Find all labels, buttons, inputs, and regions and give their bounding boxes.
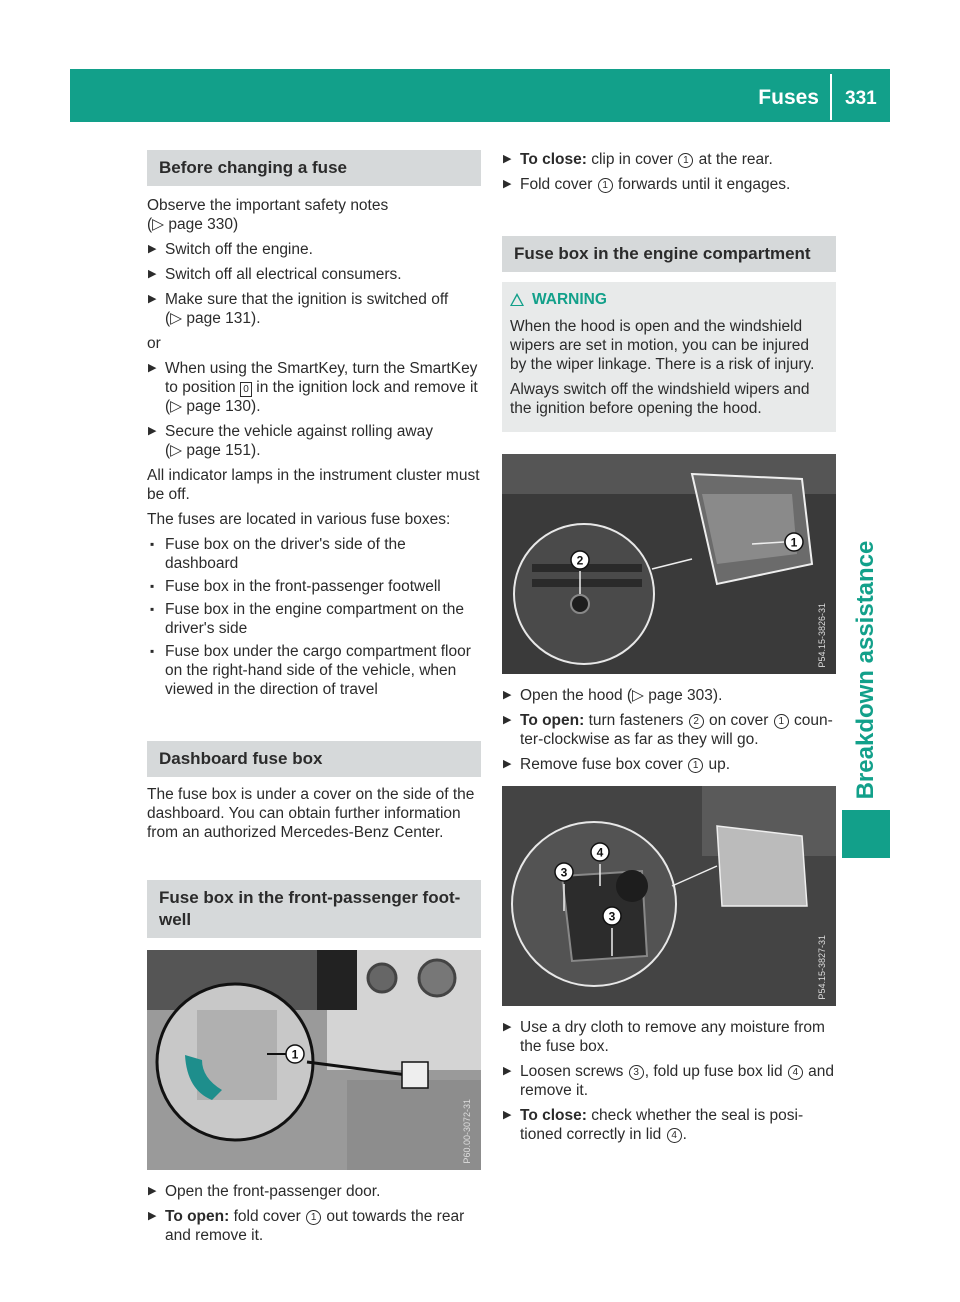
step-ignition-off [147,290,481,328]
chapter-tab-label: Breakdown assistance [852,540,879,800]
step-label: To open: [165,1208,230,1225]
step-text-end: and remove it. [520,1063,835,1099]
right-column [502,150,836,1150]
step-switch-off-engine: ▶ Switch off the engine. [147,240,481,259]
step-smartkey [147,359,481,416]
callout-1-icon: 1 [306,1210,321,1225]
step-to-open [147,1207,481,1245]
callout-4-icon: 4 [667,1128,682,1143]
warning-title-text: WARNING [532,291,607,308]
chapter-tab-block [842,810,890,858]
warning-triangle-icon [510,293,524,306]
or-text: or [147,335,161,352]
callout-2-icon: 2 [689,714,704,729]
warning-title [510,290,828,309]
step-text-cont: at the rear. [694,151,773,168]
section-heading-footwell: Fuse box in the front-passenger foot-well [147,880,481,938]
step-fold-cover [502,175,836,194]
step-remove-cover [502,755,836,774]
step-text: Remove fuse box cover [520,756,688,773]
step-text-cont: up. [704,756,730,773]
left-column [147,150,481,1251]
callout-3-label: 3 [608,909,616,924]
step-text-end: . [682,1126,687,1143]
step-text-end: coun-ter-clockwise as far as they will go. [520,712,833,748]
intro-line: Observe the important safety notes [147,197,389,214]
step-text: check whether the seal is posi-tioned correctly in lid [520,1107,804,1143]
step-open-door: ▶ Open the front-passenger door. [147,1182,481,1201]
photo-code: P54.15-3826-31 [817,603,827,668]
section-heading-engine: Fuse box in the engine compartment [502,236,836,272]
step-text-cont: , fold up fuse box lid [644,1063,787,1080]
photo-code: P60.00-3072-31 [462,1099,472,1164]
step-text: Loosen screws [520,1063,628,1080]
page-number: 331 [845,88,877,109]
photo-code: P54.15-3827-31 [817,935,827,1000]
fuse-locations-intro: The fuses are located in various fuse boxes: [147,511,451,528]
page-section-title: Fuses [758,86,819,109]
step-secure-vehicle [147,422,481,460]
callout-1-icon: 1 [598,178,613,193]
step-text: Fold cover [520,176,597,193]
step-to-close [502,150,836,169]
callout-1-icon: 1 [688,758,703,773]
callout-1-icon: 1 [774,714,789,729]
step-text-cont: out towards the rear and remove it. [165,1208,465,1244]
step-text: turn fasteners [584,712,688,729]
callout-3-icon: 3 [629,1065,644,1080]
callout-4-icon: 4 [788,1065,803,1080]
section-heading-before-changing: Before changing a fuse [147,150,481,186]
list-item: ▪ Fuse box in the engine compartment on the driver's side [147,600,481,638]
engine-illustration-2 [502,786,836,1006]
step-text: When using the SmartKey, turn the SmartKey to position [165,360,478,396]
indicator-lamps-text: All indicator lamps in the instrument cluster must be off. [147,467,480,503]
step-label: To open: [520,712,585,729]
step-text: clip in cover [586,151,678,168]
header-separator [830,74,832,120]
warning-box [502,282,836,432]
step-text-cont: forwards until it engages. [613,176,791,193]
engine-illustration-1 [502,454,836,674]
list-item: ▪ Fuse box in the front-passenger footwell [147,577,481,596]
intro-text [147,196,481,234]
intro-ref: (▷ page 330) [147,216,239,233]
callout-1-icon: 1 [678,153,693,168]
dashboard-text: The fuse box is under a cover on the side of the dashboard. You can obtain further information from an authorized Mercedes-Benz Center. [147,786,475,841]
step-text-cont: on cover [704,712,773,729]
step-ref: (▷ page 131). [165,310,261,327]
step-turn-fasteners [502,711,836,749]
section-heading-dashboard: Dashboard fuse box [147,741,481,777]
key-position-0-icon: 0 [240,382,252,397]
callout-3-label: 3 [560,865,568,880]
footwell-illustration [147,950,481,1170]
warning-text-2: Always switch off the windshield wipers and the ignition before opening the hood. [510,381,810,417]
callout-4-label: 4 [596,845,604,860]
engine-photo-1 [502,454,836,674]
list-item: ▪ Fuse box under the cargo compartment floor on the right-hand side of the vehicle, when viewed in the direction of travel [147,642,481,699]
callout-2-label: 2 [576,553,584,568]
callout-1-label: 1 [291,1047,299,1062]
footwell-photo [147,950,481,1170]
step-dry-cloth: ▶ Use a dry cloth to remove any moisture from the fuse box. [502,1018,836,1056]
step-ref: (▷ page 151). [165,442,261,459]
list-item: ▪ Fuse box on the driver's side of the dashboard [147,535,481,573]
step-text: Make sure that the ignition is switched off [165,291,449,308]
step-switch-off-consumers: ▶ Switch off all electrical consumers. [147,265,481,284]
callout-1-label: 1 [790,535,798,550]
step-text: Secure the vehicle against rolling away [165,423,433,440]
step-open-hood: ▶ Open the hood (▷ page 303). [502,686,836,705]
step-label: To close: [520,1107,587,1124]
step-text-cont: in the ignition lock and remove it (▷ page 130). [165,379,478,415]
engine-photo-2 [502,786,836,1006]
step-text: fold cover [229,1208,306,1225]
step-loosen-screws [502,1062,836,1100]
step-label: To close: [520,151,587,168]
warning-text-1: When the hood is open and the windshield wipers are set in motion, you can be injured by the wiper linkage. There is a risk of injury. [510,318,815,373]
step-check-seal [502,1106,836,1144]
